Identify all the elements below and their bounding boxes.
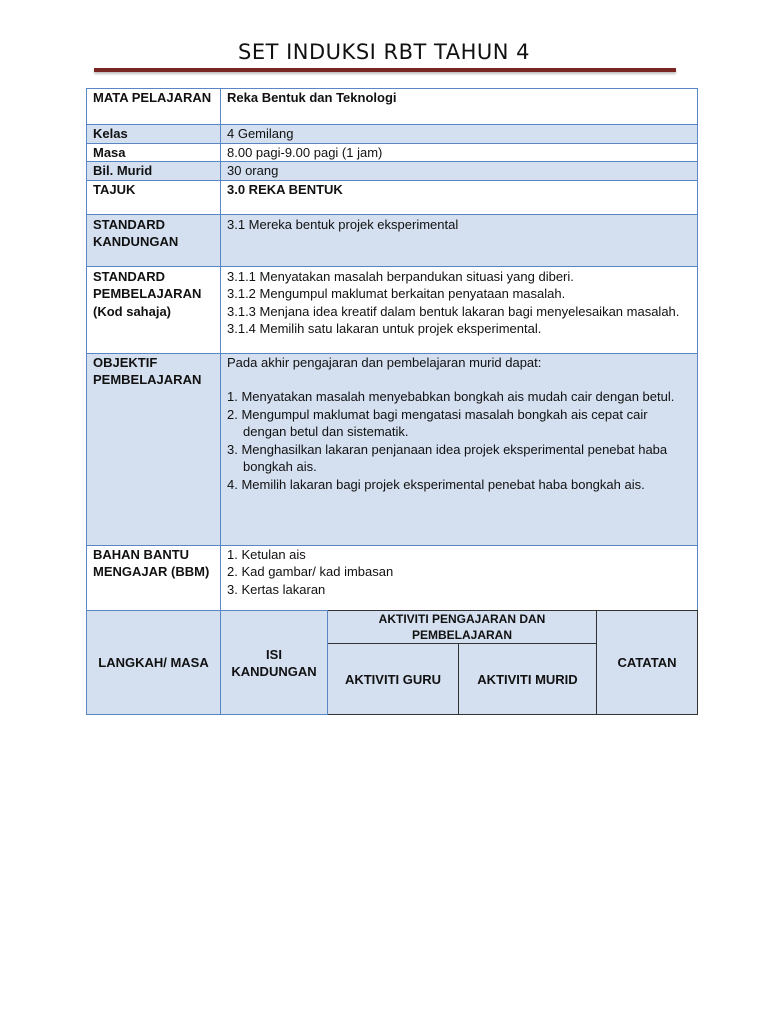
list-item: 3.1.2 Mengumpul maklumat berkaitan penyataan masalah.	[227, 286, 566, 301]
row-tajuk	[87, 180, 698, 214]
list-item: 1. Ketulan ais	[227, 546, 306, 562]
list-item: 3. Menghasilkan lakaran penjanaan idea projek eksperimental penebat haba bongkah ais.	[227, 441, 668, 474]
header-aktiviti-guru: AKTIVITI GURU	[328, 644, 459, 715]
value-tajuk: 3.0 REKA BENTUK	[221, 180, 698, 214]
value-standard-pembelajaran	[221, 266, 698, 353]
title-underline	[94, 68, 676, 72]
header-isi-kandungan: ISI KANDUNGAN	[221, 611, 328, 715]
objektif-intro: Pada akhir pengajaran dan pembelajaran murid dapat:	[227, 354, 542, 370]
label-bil-murid: Bil. Murid	[87, 162, 221, 181]
standard-pembelajaran-list	[227, 268, 691, 338]
value-masa: 8.00 pagi-9.00 pagi (1 jam)	[221, 143, 698, 162]
label-kelas: Kelas	[87, 125, 221, 144]
list-item: 2. Mengumpul maklumat bagi mengatasi masalah bongkah ais cepat cair dengan betul dan sistematik.	[227, 406, 648, 439]
list-item: 2. Kad gambar/ kad imbasan	[227, 564, 394, 579]
header-aktiviti-murid: AKTIVITI MURID	[459, 644, 597, 715]
value-bil-murid: 30 orang	[221, 162, 698, 181]
list-item: 3.1.3 Menjana idea kreatif dalam bentuk lakaran bagi menyelesaikan masalah.	[227, 303, 680, 319]
value-standard-kandungan: 3.1 Mereka bentuk projek eksperimental	[221, 214, 698, 266]
value-bbm	[221, 545, 698, 613]
page-title: SET INDUKSI RBT TAHUN 4	[238, 40, 530, 64]
row-bil-murid	[87, 162, 698, 181]
value-kelas: 4 Gemilang	[221, 125, 698, 144]
label-tajuk: TAJUK	[87, 180, 221, 214]
objektif-list	[227, 388, 691, 493]
header-langkah-masa: LANGKAH/ MASA	[87, 611, 221, 715]
value-mata-pelajaran: Reka Bentuk dan Teknologi	[221, 89, 698, 125]
row-bbm	[87, 545, 698, 613]
list-item: 1. Menyatakan masalah menyebabkan bongkah ais mudah cair dengan betul.	[227, 389, 675, 404]
header-catatan: CATATAN	[597, 611, 698, 715]
label-objektif: OBJEKTIF PEMBELAJARAN	[87, 353, 221, 545]
value-objektif	[221, 353, 698, 545]
list-item: 3.1.4 Memilih satu lakaran untuk projek eksperimental.	[227, 321, 542, 336]
row-kelas	[87, 125, 698, 144]
row-standard-pembelajaran	[87, 266, 698, 353]
activity-header-table	[86, 610, 698, 715]
row-masa	[87, 143, 698, 162]
list-item: 3. Kertas lakaran	[227, 581, 326, 597]
list-item: 3.1.1 Menyatakan masalah berpandukan situasi yang diberi.	[227, 268, 574, 284]
label-mata-pelajaran: MATA PELAJARAN	[87, 89, 221, 125]
bbm-list	[227, 546, 691, 599]
row-mata-pelajaran	[87, 89, 698, 125]
label-standard-pembelajaran: STANDARD PEMBELAJARAN (Kod sahaja)	[87, 266, 221, 353]
lesson-info-table	[86, 88, 698, 614]
label-bbm: BAHAN BANTU MENGAJAR (BBM)	[87, 545, 221, 613]
label-standard-kandungan: STANDARD KANDUNGAN	[87, 214, 221, 266]
header-aktiviti-pdp: AKTIVITI PENGAJARAN DAN PEMBELAJARAN	[328, 611, 597, 644]
row-standard-kandungan	[87, 214, 698, 266]
row-objektif	[87, 353, 698, 545]
label-masa: Masa	[87, 143, 221, 162]
list-item: 4. Memilih lakaran bagi projek eksperimental penebat haba bongkah ais.	[227, 476, 645, 492]
